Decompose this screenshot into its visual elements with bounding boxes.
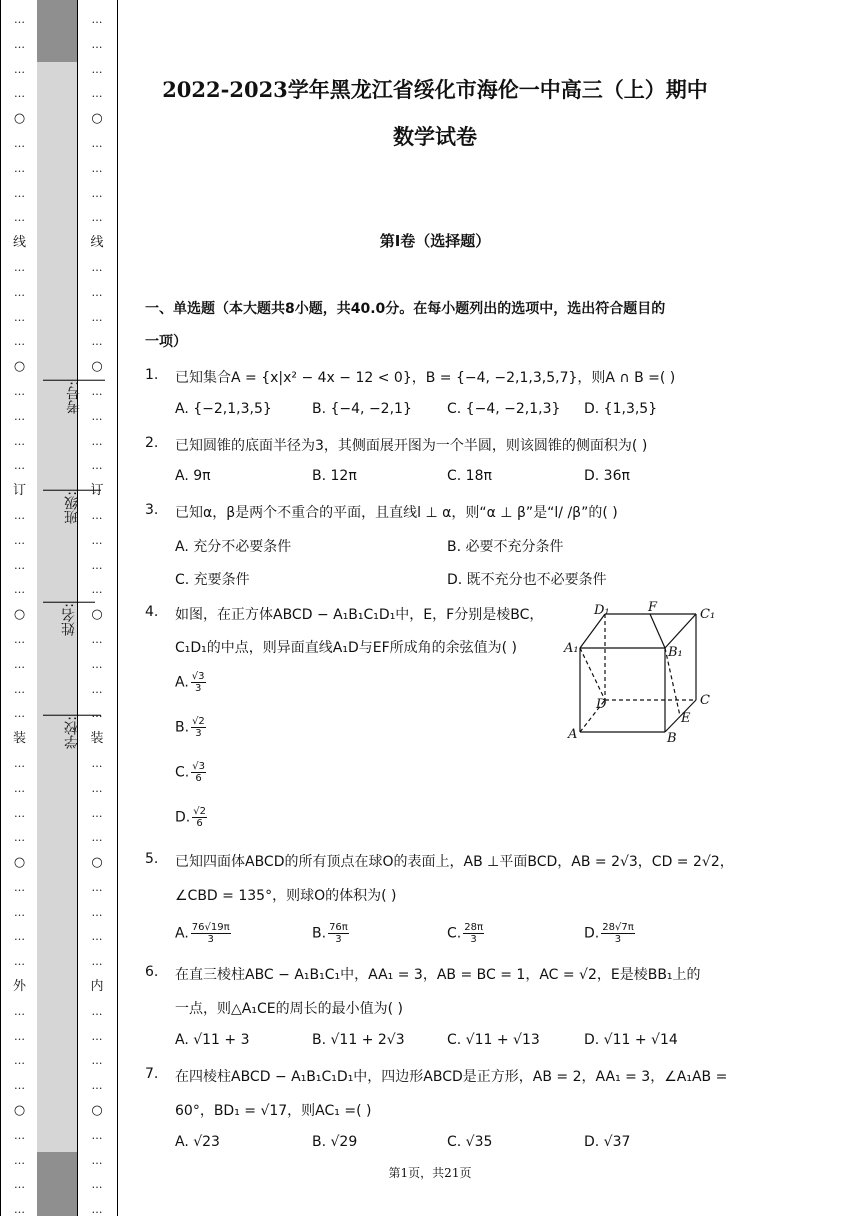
section-heading-line2: 一项）: [145, 334, 187, 350]
q4-number: 4.: [145, 604, 159, 620]
q5-stem-line2: ∠CBD = 135°，则球O的体积为( ): [175, 888, 397, 904]
outer-binding-mark: …: [14, 1079, 25, 1093]
q4-option-c[interactable]: C. $\frac{√3}{6}$: [175, 761, 205, 784]
inner-binding-mark: …: [91, 930, 103, 944]
q6-stem-line2: 一点，则△A₁CE的周长的最小值为( ): [175, 1001, 403, 1017]
q4-stem-line2: C₁D₁的中点，则异面直线A₁D与EF所成角的余弦值为( ): [175, 640, 518, 656]
inner-binding-mark: …: [91, 260, 103, 274]
outer-binding-mark: …: [14, 1029, 25, 1043]
inner-binding-mark: 装: [90, 731, 104, 747]
inner-binding-mark: …: [91, 905, 103, 919]
outer-binding-mark: …: [14, 632, 25, 646]
outer-binding-mark: …: [14, 1203, 25, 1217]
q3-option-b[interactable]: B. 必要不充分条件: [447, 539, 564, 555]
q6-option-d[interactable]: D. √11 + √14: [584, 1032, 678, 1048]
inner-binding-mark: …: [91, 1153, 103, 1167]
inner-binding-mark: …: [91, 583, 103, 597]
outer-binding-mark: …: [14, 87, 25, 101]
strip-top-block: [37, 0, 77, 62]
q5-option-b[interactable]: B. $\frac{76\pi}{3}$: [312, 922, 348, 945]
outer-binding-mark: …: [14, 62, 25, 76]
outer-binding-mark: ○: [13, 855, 26, 871]
inner-binding-mark: …: [91, 632, 103, 646]
outer-binding-mark: 外: [12, 979, 26, 995]
outer-binding-mark: …: [14, 186, 25, 200]
q6-option-c[interactable]: C. √11 + √13: [447, 1032, 540, 1048]
q5-number: 5.: [145, 851, 159, 867]
q1-option-d[interactable]: D. {1,3,5}: [584, 401, 658, 417]
label-B: B: [667, 731, 677, 746]
page-footer: 第1页，共21页: [388, 1166, 472, 1180]
outer-binding-mark: …: [14, 1054, 25, 1068]
inner-binding-mark: …: [91, 1203, 103, 1217]
q4-option-b[interactable]: B. $\frac{√2}{3}$: [175, 716, 205, 739]
inner-binding-mark: ○: [91, 359, 103, 375]
q7-number: 7.: [145, 1066, 159, 1082]
inner-binding-mark: …: [91, 136, 103, 150]
outer-binding-mark: 线: [12, 235, 26, 251]
outer-binding-strip: [0, 0, 39, 1216]
inner-binding-mark: …: [91, 806, 103, 820]
outer-binding-marks: [1, 8, 38, 1223]
outer-binding-mark: …: [14, 260, 25, 274]
inner-binding-mark: …: [91, 13, 103, 26]
inner-binding-mark: ○: [91, 111, 103, 127]
q3-option-d[interactable]: D. 既不充分也不必要条件: [447, 572, 607, 588]
inner-binding-mark: …: [91, 831, 103, 845]
inner-binding-mark: …: [91, 87, 103, 101]
outer-binding-mark: …: [14, 335, 25, 349]
outer-binding-mark: …: [14, 930, 25, 944]
outer-binding-mark: …: [14, 409, 25, 423]
q3-option-c[interactable]: C. 充要条件: [175, 572, 250, 588]
outer-binding-mark: …: [14, 831, 25, 845]
inner-binding-mark: ○: [91, 1103, 103, 1119]
label-A: A: [568, 727, 578, 742]
q2-option-c[interactable]: C. 18π: [447, 468, 492, 484]
q1-option-b[interactable]: B. {−4, −2,1}: [312, 401, 412, 417]
q7-stem-line2: 60°，BD₁ = √17，则AC₁ =( ): [175, 1103, 372, 1119]
q4-stem-line1: 如图，在正方体ABCD − A₁B₁C₁D₁中，E，F分别是棱BC，: [175, 607, 544, 623]
outer-binding-mark: …: [14, 1128, 25, 1142]
inner-binding-mark: …: [91, 186, 103, 200]
inner-binding-mark: …: [91, 37, 103, 51]
inner-binding-mark: …: [91, 682, 103, 696]
inner-binding-mark: …: [91, 1128, 103, 1142]
exam-title-line1: 2022-2023学年黑龙江省绥化市海伦一中高三（上）期中: [162, 77, 708, 102]
school-label: 学校:: [64, 716, 80, 749]
label-D: D: [596, 697, 607, 712]
student-info: [37, 380, 82, 820]
class-label: 班级:: [64, 491, 80, 524]
q4-option-d[interactable]: D. $\frac{√2}{6}$: [175, 806, 206, 829]
inner-binding-mark: …: [91, 409, 103, 423]
inner-binding-mark: …: [91, 434, 103, 448]
q2-stem: 已知圆锥的底面半径为3，其侧面展开图为一个半圆，则该圆锥的侧面积为( ): [175, 438, 648, 454]
q7-option-a[interactable]: A. √23: [175, 1134, 220, 1150]
label-D1: D₁: [594, 603, 610, 618]
inner-binding-mark: …: [91, 211, 103, 225]
outer-binding-mark: …: [14, 434, 25, 448]
outer-binding-mark: …: [14, 583, 25, 597]
outer-binding-mark: …: [14, 781, 25, 795]
q4-option-a[interactable]: A. $\frac{√3}{3}$: [175, 671, 205, 694]
inner-binding-mark: …: [91, 880, 103, 894]
outer-binding-mark: …: [14, 558, 25, 572]
outer-binding-mark: …: [14, 161, 25, 175]
outer-binding-mark: …: [14, 707, 25, 721]
inner-binding-mark: …: [91, 285, 103, 299]
inner-binding-mark: …: [91, 657, 103, 671]
inner-binding-mark: …: [91, 533, 103, 547]
outer-binding-mark: …: [14, 13, 25, 26]
inner-binding-mark: …: [91, 310, 103, 324]
outer-binding-mark: …: [14, 136, 25, 150]
exam-title-line2: 数学试卷: [393, 124, 477, 149]
outer-binding-mark: …: [14, 1004, 25, 1018]
q2-number: 2.: [145, 435, 159, 451]
q5-stem-line1: 已知四面体ABCD的所有顶点在球O的表面上，AB ⊥平面BCD，AB = 2√3，CD = 2√2，: [175, 854, 734, 870]
outer-binding-mark: …: [14, 955, 25, 969]
q1-stem: 已知集合A = {x|x² − 4x − 12 < 0}，B = {−4, −2,1,3,5,7}，则A ∩ B =( ): [175, 370, 676, 386]
outer-binding-mark: …: [14, 756, 25, 770]
outer-binding-mark: …: [14, 905, 25, 919]
outer-binding-mark: …: [14, 37, 25, 51]
q7-option-b[interactable]: B. √29: [312, 1134, 358, 1150]
outer-binding-mark: ○: [13, 359, 26, 375]
q7-option-d[interactable]: D. √37: [584, 1134, 631, 1150]
inner-binding-mark: …: [91, 1178, 103, 1192]
inner-binding-mark: …: [91, 707, 103, 721]
outer-binding-mark: ○: [13, 1103, 26, 1119]
q6-number: 6.: [145, 964, 159, 980]
label-C: C: [700, 693, 710, 708]
inner-binding-mark: …: [91, 1079, 103, 1093]
inner-binding-mark: …: [91, 1054, 103, 1068]
q2-option-b[interactable]: B. 12π: [312, 468, 357, 484]
outer-binding-mark: …: [14, 211, 25, 225]
inner-binding-mark: …: [91, 459, 103, 473]
outer-binding-mark: …: [14, 880, 25, 894]
inner-binding-mark: ○: [91, 607, 103, 623]
inner-binding-strip: [77, 0, 118, 1216]
label-C1: C₁: [700, 607, 716, 622]
q6-option-b[interactable]: B. √11 + 2√3: [312, 1032, 405, 1048]
outer-binding-mark: …: [14, 1153, 25, 1167]
q1-option-c[interactable]: C. {−4, −2,1,3}: [447, 401, 561, 417]
inner-binding-mark: …: [91, 161, 103, 175]
q5-option-d[interactable]: D. $\frac{28√7\pi}{3}$: [584, 922, 634, 945]
label-F: F: [648, 600, 658, 615]
inner-binding-mark: 内: [90, 979, 104, 995]
outer-binding-mark: …: [14, 1178, 25, 1192]
outer-binding-mark: …: [14, 508, 25, 522]
inner-binding-mark: …: [91, 1029, 103, 1043]
inner-binding-marks: [77, 8, 117, 1223]
q3-stem: 已知α，β是两个不重合的平面，且直线l ⊥ α，则“α ⊥ β”是“l/ /β”的( ): [175, 505, 618, 521]
outer-binding-mark: …: [14, 682, 25, 696]
q2-option-d[interactable]: D. 36π: [584, 468, 630, 484]
inner-binding-mark: 线: [90, 235, 104, 251]
cube-figure: [560, 598, 725, 746]
label-E: E: [681, 711, 691, 726]
inner-binding-mark: …: [91, 781, 103, 795]
outer-binding-mark: 订: [12, 483, 26, 499]
inner-binding-mark: …: [91, 955, 103, 969]
inner-binding-mark: …: [91, 62, 103, 76]
q2-option-a[interactable]: A. 9π: [175, 468, 211, 484]
q7-option-c[interactable]: C. √35: [447, 1134, 493, 1150]
q7-stem-line1: 在四棱柱ABCD − A₁B₁C₁D₁中，四边形ABCD是正方形，AB = 2，AA₁ = 3，∠A₁AB =: [175, 1069, 728, 1085]
inner-binding-mark: …: [91, 1004, 103, 1018]
inner-binding-mark: 订: [90, 483, 104, 499]
outer-binding-mark: …: [14, 533, 25, 547]
q5-option-c[interactable]: C. $\frac{28\pi}{3}$: [447, 922, 483, 945]
outer-binding-mark: 装: [12, 731, 26, 747]
strip-bottom-block: [37, 1152, 77, 1216]
outer-binding-mark: ○: [13, 607, 26, 623]
outer-binding-mark: …: [14, 806, 25, 820]
outer-binding-mark: …: [14, 285, 25, 299]
outer-binding-mark: …: [14, 459, 25, 473]
inner-binding-mark: …: [91, 508, 103, 522]
outer-binding-mark: ○: [13, 111, 26, 127]
q3-number: 3.: [145, 502, 159, 518]
outer-binding-mark: …: [14, 657, 25, 671]
label-A1: A₁: [564, 641, 579, 656]
inner-binding-mark: …: [91, 756, 103, 770]
outer-binding-mark: …: [14, 384, 25, 398]
section-heading-line1: 一、单选题（本大题共8小题，共40.0分。在每小题列出的选项中，选出符合题目的: [145, 301, 666, 317]
inner-binding-mark: ○: [91, 855, 103, 871]
name-label: 姓名:: [61, 603, 77, 636]
inner-binding-mark: …: [91, 384, 103, 398]
part-heading: 第I卷（选择题）: [379, 232, 491, 250]
q6-stem-line1: 在直三棱柱ABC − A₁B₁C₁中，AA₁ = 3，AB = BC = 1，AC = √2，E是棱BB₁上的: [175, 967, 701, 983]
label-B1: B₁: [668, 645, 683, 660]
inner-binding-mark: …: [91, 558, 103, 572]
exam-number-label: 考号:: [66, 381, 82, 414]
outer-binding-mark: …: [14, 310, 25, 324]
q3-option-a[interactable]: A. 充分不必要条件: [175, 539, 292, 555]
q6-option-a[interactable]: A. √11 + 3: [175, 1032, 250, 1048]
q1-number: 1.: [145, 367, 159, 383]
inner-binding-mark: …: [91, 335, 103, 349]
q1-option-a[interactable]: A. {−2,1,3,5}: [175, 401, 272, 417]
q5-option-a[interactable]: A. $\frac{76√19\pi}{3}$: [175, 922, 230, 945]
